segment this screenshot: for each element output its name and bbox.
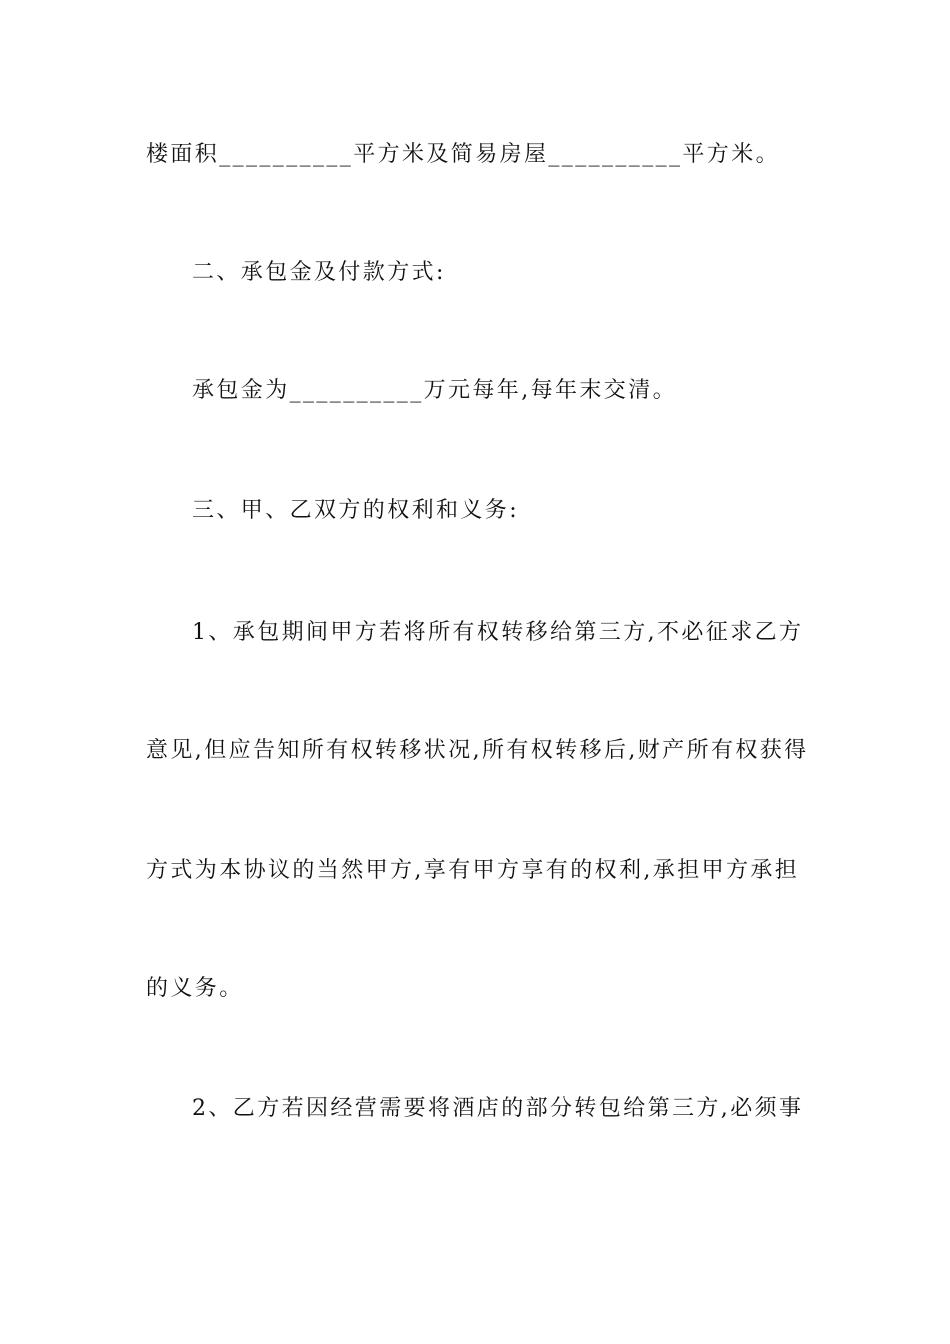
text-line-floor-area: 楼面积__________平方米及简易房屋__________平方米。 — [146, 142, 781, 167]
section-heading-payment: 二、承包金及付款方式: — [192, 260, 446, 285]
clause-2-line-1: 2、乙方若因经营需要将酒店的部分转包给第三方,必须事 — [192, 1096, 804, 1121]
text-line-contract-fee: 承包金为__________万元每年,每年末交清。 — [192, 378, 677, 403]
clause-1-line-1: 1、承包期间甲方若将所有权转移给第三方,不必征求乙方 — [192, 620, 804, 645]
clause-1-line-3: 方式为本协议的当然甲方,享有甲方享有的权利,承担甲方承担 — [146, 858, 800, 883]
section-heading-rights: 三、甲、乙双方的权利和义务: — [192, 498, 520, 523]
clause-1-line-4: 的义务。 — [146, 976, 244, 1001]
clause-1-line-2: 意见,但应告知所有权转移状况,所有权转移后,财产所有权获得 — [146, 738, 809, 763]
